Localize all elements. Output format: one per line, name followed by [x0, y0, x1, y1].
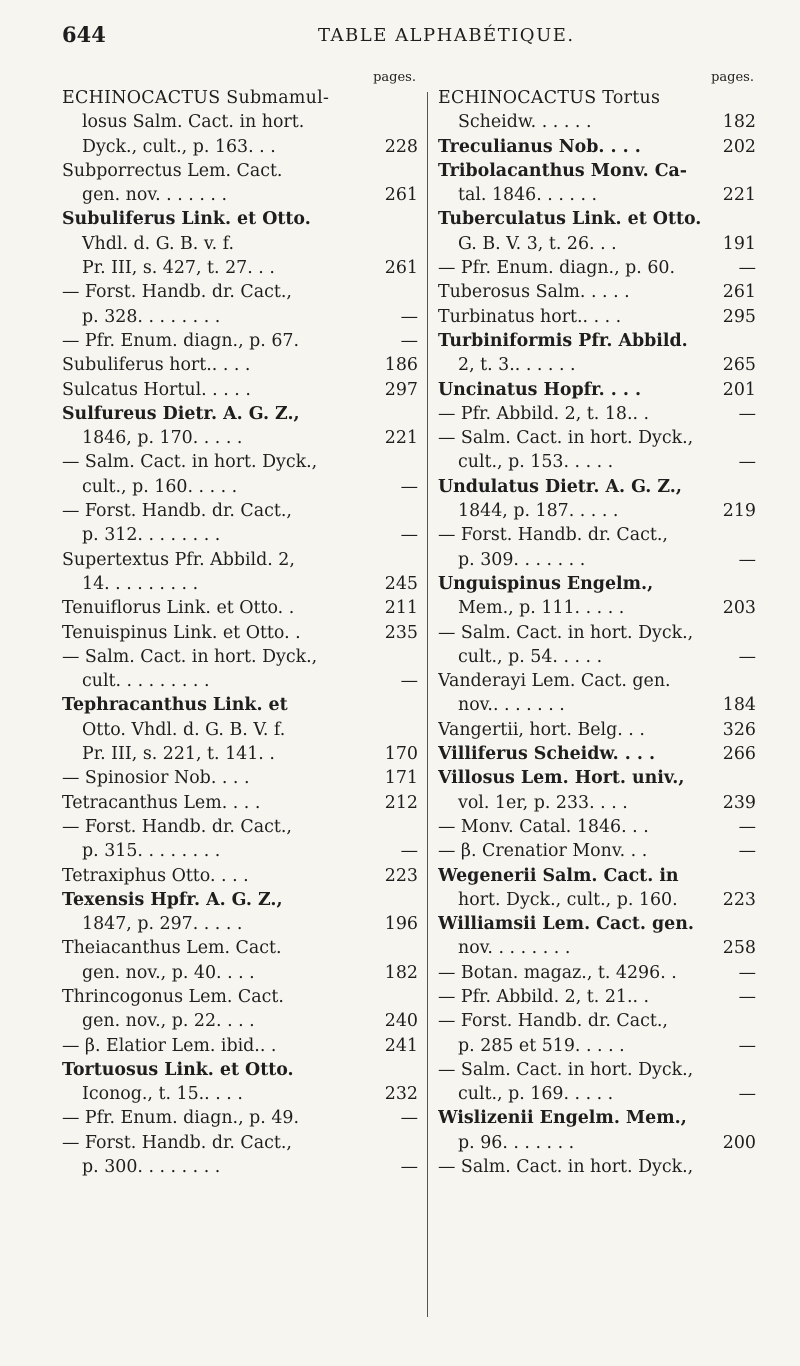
entry-page-number: 182 [384, 962, 418, 983]
entry-page-number: — [738, 646, 756, 667]
index-entry-line [62, 1106, 418, 1130]
index-entry-line [438, 110, 756, 134]
index-entry-line [62, 742, 418, 766]
entry-text: 1844, p. 187. . . . . [458, 501, 619, 522]
entry-text: — Forst. Handb. dr. Cact., [62, 282, 292, 303]
entry-text: — Salm. Cact. in hort. Dyck., [438, 428, 694, 449]
index-entry-line [438, 1082, 756, 1106]
entry-page-number: — [738, 403, 756, 424]
entry-text: Supertextus Pfr. Abbild. 2, [62, 549, 295, 570]
entry-text: 1846, p. 170. . . . . [82, 428, 243, 449]
index-entry-line [438, 621, 756, 645]
entry-page-number: — [400, 1157, 418, 1178]
index-entry-line [438, 985, 756, 1009]
entry-page-number: 203 [722, 598, 756, 619]
page-number: 644 [62, 22, 106, 47]
entry-page-number: 200 [722, 1132, 756, 1153]
entry-text: — Pfr. Abbild. 2, t. 21.. . [438, 986, 650, 1007]
entry-text: Iconog., t. 15.. . . . [82, 1084, 243, 1105]
index-entry-line [438, 523, 756, 547]
entry-page-number: 258 [722, 938, 756, 959]
entry-text: Pr. III, s. 221, t. 141. . [82, 744, 275, 765]
entry-page-number: — [400, 306, 418, 327]
index-entry-line [62, 402, 418, 426]
entry-text: nov. . . . . . . . [458, 938, 571, 959]
index-entry-line [438, 475, 756, 499]
index-entry-line [438, 353, 756, 377]
entry-page-number: 265 [722, 355, 756, 376]
entry-text: Tetracanthus Lem. . . . [62, 792, 261, 813]
entry-text: losus Salm. Cact. in hort. [82, 112, 305, 133]
index-entry-line [62, 305, 418, 329]
entry-page-number: 171 [384, 768, 418, 789]
entry-page-number: — [738, 549, 756, 570]
entry-page-number: — [738, 1084, 756, 1105]
entry-page-number: 240 [384, 1011, 418, 1032]
index-entry-line [438, 183, 756, 207]
index-entry-line [62, 523, 418, 547]
entry-page-number: 266 [722, 744, 756, 765]
entry-text: Uncinatus Hopfr. . . . [438, 379, 642, 400]
entry-page-number: 261 [384, 185, 418, 206]
entry-text: cult., p. 54. . . . . [458, 646, 603, 667]
index-entry-line [438, 305, 756, 329]
entry-text: Wislizenii Engelm. Mem., [438, 1108, 687, 1129]
running-title: TABLE ALPHABÉTIQUE. [318, 25, 575, 46]
entry-page-number: — [400, 476, 418, 497]
index-entry-line [62, 499, 418, 523]
index-entry-line [438, 1131, 756, 1155]
index-entry-line [438, 693, 756, 717]
entry-text: — Forst. Handb. dr. Cact., [62, 1132, 292, 1153]
entry-text: p. 285 et 519. . . . . [458, 1035, 625, 1056]
entry-text: gen. nov., p. 40. . . . [82, 962, 255, 983]
index-entry-line [438, 86, 756, 110]
entry-text: 14. . . . . . . . . [82, 573, 199, 594]
index-entry-line [62, 669, 418, 693]
index-entry-line [438, 426, 756, 450]
entry-page-number: 221 [384, 428, 418, 449]
index-entry-line [62, 135, 418, 159]
entry-page-number: — [738, 816, 756, 837]
entry-page-number: 241 [384, 1035, 418, 1056]
entry-text: nov.. . . . . . . [458, 695, 565, 716]
entry-text: — Forst. Handb. dr. Cact., [62, 501, 292, 522]
left-entry-list [62, 86, 418, 1179]
index-entry-line [438, 791, 756, 815]
entry-text: Turbiniformis Pfr. Abbild. [438, 330, 688, 351]
entry-text: — Botan. magaz., t. 4296. . [438, 962, 677, 983]
index-entry-line [438, 718, 756, 742]
entry-text: — β. Elatior Lem. ibid.. . [62, 1035, 277, 1056]
index-entry-line [438, 572, 756, 596]
entry-text: Tenuiflorus Link. et Otto. . [62, 598, 295, 619]
index-entry-line [438, 280, 756, 304]
index-entry-line [62, 86, 418, 110]
entry-page-number: 212 [384, 792, 418, 813]
index-entry-line [62, 450, 418, 474]
index-entry-line [438, 159, 756, 183]
index-entry-line [438, 135, 756, 159]
index-entry-line [438, 450, 756, 474]
index-entry-line [62, 378, 418, 402]
index-entry-line [438, 742, 756, 766]
entry-text: Villosus Lem. Hort. univ., [438, 768, 685, 789]
index-entry-line [62, 645, 418, 669]
entry-text: Vangertii, hort. Belg. . . [438, 719, 645, 740]
index-entry-line [438, 378, 756, 402]
entry-text: ECHINOCACTUS Tortus [438, 88, 661, 108]
entry-page-number: — [738, 1035, 756, 1056]
entry-text: Tuberculatus Link. et Otto. [438, 209, 702, 230]
entry-text: ECHINOCACTUS Submamul- [62, 88, 330, 108]
entry-text: — Pfr. Enum. diagn., p. 60. [438, 258, 675, 279]
entry-page-number: — [738, 962, 756, 983]
entry-page-number: 297 [384, 379, 418, 400]
entry-page-number: — [738, 841, 756, 862]
entry-text: Unguispinus Engelm., [438, 573, 654, 594]
entry-text: 1847, p. 297. . . . . [82, 914, 243, 935]
index-entry-line [62, 815, 418, 839]
entry-text: gen. nov. . . . . . . [82, 185, 227, 206]
entry-page-number: 202 [722, 136, 756, 157]
index-entry-line [438, 402, 756, 426]
index-entry-line [62, 888, 418, 912]
entry-text: Tortuosus Link. et Otto. [62, 1059, 294, 1080]
index-entry-line [62, 329, 418, 353]
index-entry-line [62, 912, 418, 936]
index-entry-line [62, 936, 418, 960]
entry-text: G. B. V. 3, t. 26. . . [458, 233, 617, 254]
entry-page-number: 245 [384, 573, 418, 594]
entry-page-number: 235 [384, 622, 418, 643]
entry-page-number: — [738, 258, 756, 279]
entry-text: Undulatus Dietr. A. G. Z., [438, 476, 682, 497]
entry-page-number: — [400, 330, 418, 351]
entry-text: Vanderayi Lem. Cact. gen. [438, 671, 671, 692]
entry-text: Subuliferus Link. et Otto. [62, 209, 311, 230]
index-entry-line [62, 1058, 418, 1082]
entry-text: gen. nov., p. 22. . . . [82, 1011, 255, 1032]
entry-page-number: 239 [722, 792, 756, 813]
index-entry-line [438, 645, 756, 669]
index-entry-line [62, 183, 418, 207]
entry-text: Thrincogonus Lem. Cact. [62, 986, 284, 1007]
entry-text: Vhdl. d. G. B. v. f. [82, 233, 235, 254]
entry-text: Sulfureus Dietr. A. G. Z., [62, 403, 300, 424]
entry-text: Sulcatus Hortul. . . . . [62, 379, 251, 400]
pages-label: pages. [373, 70, 416, 85]
entry-text: — Spinosior Nob. . . . [62, 768, 250, 789]
entry-text: — β. Crenatior Monv. . . [438, 841, 648, 862]
index-entry-line [62, 572, 418, 596]
index-entry-line [62, 256, 418, 280]
entry-text: — Salm. Cact. in hort. Dyck., [438, 622, 694, 643]
entry-text: Subporrectus Lem. Cact. [62, 160, 283, 181]
entry-text: p. 96. . . . . . . [458, 1132, 575, 1153]
index-entry-line [62, 985, 418, 1009]
entry-page-number: 191 [722, 233, 756, 254]
index-entry-line [62, 426, 418, 450]
left-column [62, 70, 418, 1179]
entry-page-number: — [400, 841, 418, 862]
entry-text: Wegenerii Salm. Cact. in [438, 865, 679, 886]
entry-page-number: 261 [384, 258, 418, 279]
index-entry-line [438, 1058, 756, 1082]
index-entry-line [438, 596, 756, 620]
index-entry-line [62, 548, 418, 572]
entry-text: p. 315. . . . . . . . [82, 841, 221, 862]
index-entry-line [438, 1106, 756, 1130]
entry-page-number: 223 [384, 865, 418, 886]
entry-text: Texensis Hpfr. A. G. Z., [62, 889, 283, 910]
entry-text: Turbinatus hort.. . . . [438, 306, 622, 327]
entry-page-number: 182 [722, 112, 756, 133]
entry-page-number: 295 [722, 306, 756, 327]
entry-text: tal. 1846. . . . . . [458, 185, 598, 206]
entry-text: p. 312. . . . . . . . [82, 525, 221, 546]
entry-text: Tuberosus Salm. . . . . [438, 282, 630, 303]
entry-page-number: 186 [384, 355, 418, 376]
entry-page-number: — [738, 452, 756, 473]
entry-text: — Monv. Catal. 1846. . . [438, 816, 649, 837]
index-entry-line [438, 232, 756, 256]
right-column [438, 70, 756, 1179]
index-entry-line [62, 159, 418, 183]
index-entry-line [62, 864, 418, 888]
entry-text: vol. 1er, p. 233. . . . [458, 792, 628, 813]
entry-text: Villiferus Scheidw. . . . [438, 744, 656, 765]
index-entry-line [62, 693, 418, 717]
entry-page-number: — [738, 986, 756, 1007]
entry-text: p. 300. . . . . . . . [82, 1157, 221, 1178]
index-entry-line [62, 1082, 418, 1106]
entry-text: Tephracanthus Link. et [62, 695, 288, 716]
entry-text: — Salm. Cact. in hort. Dyck., [62, 646, 318, 667]
entry-text: p. 328. . . . . . . . [82, 306, 221, 327]
index-entry-line [62, 791, 418, 815]
entry-text: Williamsii Lem. Cact. gen. [438, 914, 694, 935]
index-entry-line [62, 961, 418, 985]
entry-page-number: — [400, 1108, 418, 1129]
entry-text: — Salm. Cact. in hort. Dyck., [438, 1157, 694, 1178]
entry-page-number: 228 [384, 136, 418, 157]
index-entry-line [62, 1034, 418, 1058]
index-entry-line [62, 596, 418, 620]
entry-text: Tetraxiphus Otto. . . . [62, 865, 249, 886]
entry-page-number: 221 [722, 185, 756, 206]
entry-text: Pr. III, s. 427, t. 27. . . [82, 258, 275, 279]
entry-page-number: 223 [722, 889, 756, 910]
index-entry-line [438, 936, 756, 960]
index-entry-line [438, 888, 756, 912]
index-entry-line [438, 1155, 756, 1179]
entry-page-number: — [400, 671, 418, 692]
entry-text: 2, t. 3.. . . . . . [458, 355, 576, 376]
index-entry-line [438, 548, 756, 572]
index-entry-line [438, 864, 756, 888]
index-entry-line [62, 1131, 418, 1155]
index-entry-line [62, 207, 418, 231]
index-entry-line [438, 1034, 756, 1058]
right-entry-list [438, 86, 756, 1179]
entry-page-number: 211 [384, 598, 418, 619]
index-entry-line [62, 1009, 418, 1033]
index-entry-line [62, 839, 418, 863]
entry-text: — Salm. Cact. in hort. Dyck., [62, 452, 318, 473]
index-entry-line [62, 766, 418, 790]
index-entry-line [62, 718, 418, 742]
entry-text: Dyck., cult., p. 163. . . [82, 136, 276, 157]
index-entry-line [62, 232, 418, 256]
entry-text: — Forst. Handb. dr. Cact., [62, 816, 292, 837]
entry-text: cult., p. 169. . . . . [458, 1084, 614, 1105]
index-entry-line [62, 110, 418, 134]
entry-text: Scheidw. . . . . . [458, 112, 592, 133]
index-entry-line [438, 815, 756, 839]
entry-text: cult., p. 160. . . . . [82, 476, 238, 497]
index-entry-line [438, 961, 756, 985]
entry-text: — Pfr. Enum. diagn., p. 49. [62, 1108, 299, 1129]
entry-text: — Forst. Handb. dr. Cact., [438, 1011, 668, 1032]
page-header [0, 22, 800, 62]
index-entry-line [438, 499, 756, 523]
index-entry-line [438, 766, 756, 790]
entry-text: Subuliferus hort.. . . . [62, 355, 251, 376]
pages-label: pages. [711, 70, 754, 85]
entry-text: Tribolacanthus Monv. Ca- [438, 160, 688, 181]
index-entry-line [62, 280, 418, 304]
entry-page-number: 196 [384, 914, 418, 935]
entry-text: p. 309. . . . . . . [458, 549, 586, 570]
entry-text: — Pfr. Abbild. 2, t. 18.. . [438, 403, 650, 424]
entry-page-number: 201 [722, 379, 756, 400]
entry-text: cult., p. 153. . . . . [458, 452, 614, 473]
index-entry-line [62, 353, 418, 377]
entry-text: Tenuispinus Link. et Otto. . [62, 622, 301, 643]
entry-text: Mem., p. 111. . . . . [458, 598, 625, 619]
entry-page-number: 219 [722, 501, 756, 522]
index-entry-line [438, 839, 756, 863]
index-entry-line [438, 329, 756, 353]
entry-text: Treculianus Nob. . . . [438, 136, 641, 157]
entry-text: — Pfr. Enum. diagn., p. 67. [62, 330, 299, 351]
index-entry-line [438, 256, 756, 280]
index-entry-line [62, 621, 418, 645]
index-entry-line [438, 1009, 756, 1033]
entry-page-number: 184 [722, 695, 756, 716]
index-entry-line [62, 1155, 418, 1179]
entry-text: Otto. Vhdl. d. G. B. V. f. [82, 719, 286, 740]
entry-text: cult. . . . . . . . . [82, 671, 210, 692]
entry-text: Theiacanthus Lem. Cact. [62, 938, 282, 959]
index-entry-line [62, 475, 418, 499]
index-entry-line [438, 669, 756, 693]
entry-page-number: 170 [384, 744, 418, 765]
column-divider [427, 92, 428, 1317]
entry-text: — Salm. Cact. in hort. Dyck., [438, 1059, 694, 1080]
entry-text: — Forst. Handb. dr. Cact., [438, 525, 668, 546]
entry-page-number: 261 [722, 282, 756, 303]
index-entry-line [438, 207, 756, 231]
entry-page-number: 232 [384, 1084, 418, 1105]
entry-page-number: — [400, 525, 418, 546]
entry-page-number: 326 [722, 719, 756, 740]
index-entry-line [438, 912, 756, 936]
entry-text: hort. Dyck., cult., p. 160. [458, 889, 678, 910]
